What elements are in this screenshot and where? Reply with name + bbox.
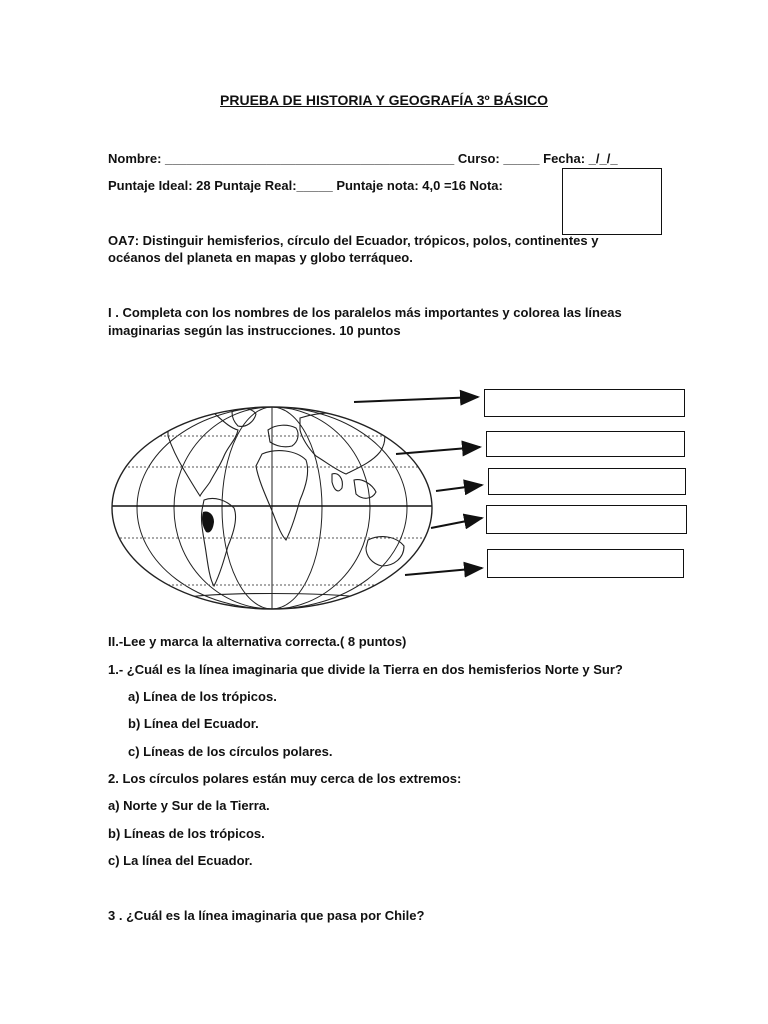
question-1-option-c[interactable]: c) Líneas de los círculos polares. xyxy=(128,744,333,759)
meridian-lines xyxy=(137,400,407,615)
answer-box-5[interactable] xyxy=(487,549,684,578)
question-3: 3 . ¿Cuál es la línea imaginaria que pasa por Chile? xyxy=(108,908,425,923)
question-2-option-c[interactable]: c) La línea del Ecuador. xyxy=(108,853,253,868)
question-2-option-b[interactable]: b) Líneas de los trópicos. xyxy=(108,826,265,841)
arrow-4 xyxy=(431,518,482,528)
page-title: PRUEBA DE HISTORIA Y GEOGRAFÍA 3º BÁSICO xyxy=(220,92,548,108)
arrow-1 xyxy=(354,397,478,402)
answer-box-2[interactable] xyxy=(486,431,685,457)
question-2-option-a[interactable]: a) Norte y Sur de la Tierra. xyxy=(108,798,270,813)
chile-highlight xyxy=(202,511,214,532)
answer-box-3[interactable] xyxy=(488,468,686,495)
parallel-lines xyxy=(100,436,450,585)
arrow-2 xyxy=(396,447,480,454)
question-1-option-b[interactable]: b) Línea del Ecuador. xyxy=(128,716,259,731)
arrow-5 xyxy=(405,568,482,575)
section1-instruction-2: imaginarias según las instrucciones. 10 puntos xyxy=(108,323,401,338)
question-1-option-a[interactable]: a) Línea de los trópicos. xyxy=(128,689,277,704)
africa xyxy=(256,451,308,540)
question-2: 2. Los círculos polares están muy cerca de los extremos: xyxy=(108,771,462,786)
continents xyxy=(168,408,404,612)
objective-line-2: océanos del planeta en mapas y globo terráqueo. xyxy=(108,250,413,265)
arrow-3 xyxy=(436,485,482,491)
section1-instruction-1: I . Completa con los nombres de los paralelos más importantes y colorea las líneas xyxy=(108,305,622,320)
southeast-asia xyxy=(354,480,376,499)
australia xyxy=(366,537,404,566)
globe xyxy=(100,400,450,615)
objective-line-1: OA7: Distinguir hemisferios, círculo del Ecuador, trópicos, polos, continentes y xyxy=(108,233,599,248)
score-line: Puntaje Ideal: 28 Puntaje Real:_____ Puntaje nota: 4,0 =16 Nota: xyxy=(108,178,503,193)
question-1: 1.- ¿Cuál es la línea imaginaria que divide la Tierra en dos hemisferios Norte y Sur? xyxy=(108,662,623,677)
answer-box-4[interactable] xyxy=(486,505,687,534)
india xyxy=(332,474,342,491)
north-america xyxy=(168,411,238,496)
name-line: Nombre: ________________________________________ Curso: _____ Fecha: _/_/_ xyxy=(108,151,618,166)
section2-heading: II.-Lee y marca la alternativa correcta.( 8 puntos) xyxy=(108,634,407,649)
answer-box-1[interactable] xyxy=(484,389,685,417)
